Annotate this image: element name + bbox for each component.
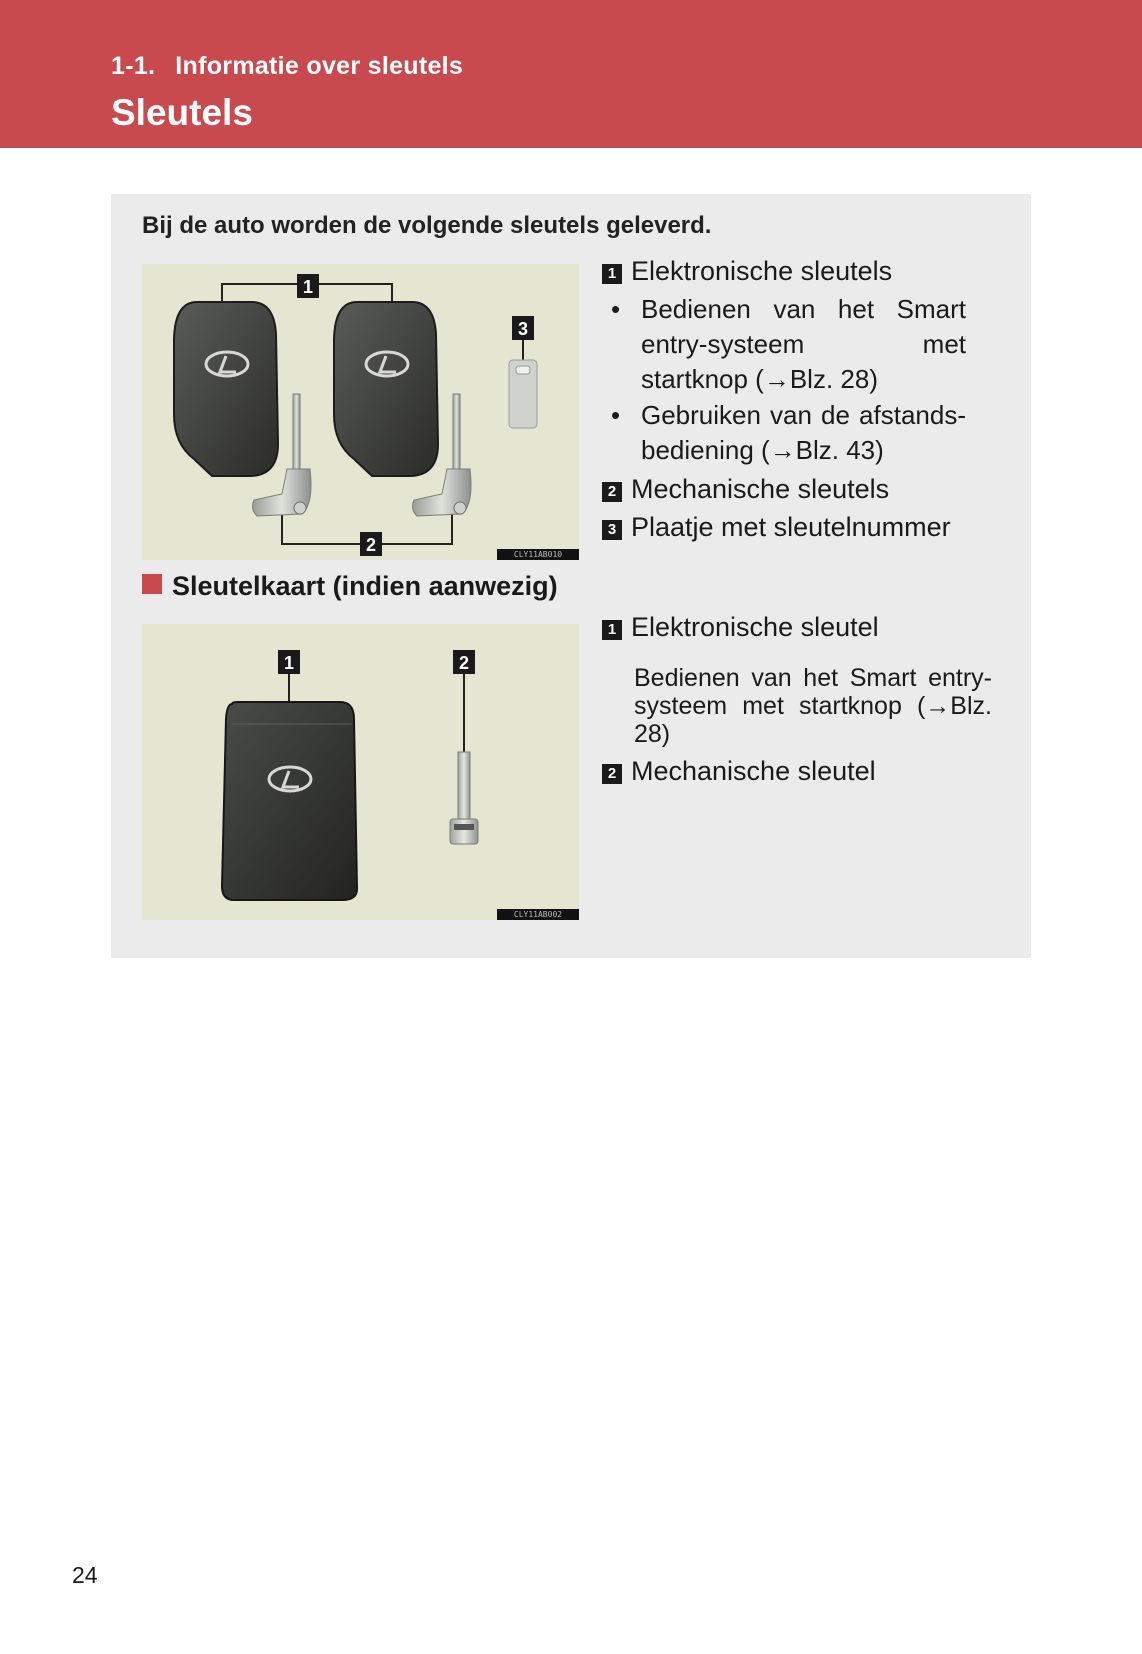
list-item-mechanical-keys <box>602 474 889 505</box>
list-item-label: Plaatje met sleutelnummer <box>631 512 951 542</box>
list-item-label: Elektronische sleutels <box>631 256 893 286</box>
number-badge: 1 <box>602 620 622 640</box>
smart-key-right <box>334 302 438 476</box>
subheading-text: Sleutelkaart (indien aanwezig) <box>172 571 558 601</box>
chapter-header <box>0 0 1142 148</box>
number-badge: 2 <box>602 764 622 784</box>
number-badge: 2 <box>602 482 622 502</box>
list-item-mechanical-key <box>602 756 876 787</box>
key-number-plate <box>509 340 537 428</box>
card-key <box>222 702 357 900</box>
callout-2 <box>360 532 382 556</box>
svg-text:1: 1 <box>283 653 295 673</box>
bullet-text: Bedienen van het Smart entry-systeem met startknop (→Blz. 28) <box>641 294 966 394</box>
callout-1 <box>278 650 300 674</box>
card-key-drawing <box>142 624 579 920</box>
list-item-electronic-key <box>602 612 879 643</box>
page-number: 24 <box>72 1562 98 1588</box>
number-badge: 1 <box>602 264 622 284</box>
card-key-heading <box>142 571 558 602</box>
callout-3 <box>512 316 534 340</box>
page-title: Sleutels <box>111 92 253 133</box>
bullet-smart-entry <box>611 292 966 397</box>
keys-drawing <box>142 264 579 560</box>
number-badge: 3 <box>602 520 622 540</box>
content-panel <box>111 194 1031 958</box>
list-item-electronic-keys <box>602 256 892 287</box>
list-item-label: Mechanische sleutel <box>631 756 876 786</box>
smart-key-left <box>174 302 278 476</box>
section-title: Informatie over sleutels <box>175 52 464 80</box>
figure-code: CLY11AB010 <box>497 549 579 560</box>
callout-1 <box>297 274 319 298</box>
square-marker-icon <box>142 574 162 594</box>
mechanical-key <box>450 752 478 844</box>
svg-text:2: 2 <box>458 653 470 673</box>
svg-text:1: 1 <box>302 277 314 297</box>
section-number: 1-1. <box>111 52 156 80</box>
bullet-icon: • <box>611 400 621 430</box>
bullet-icon: • <box>611 294 621 324</box>
callout-2 <box>453 650 475 674</box>
figure-code: CLY11AB002 <box>497 909 579 920</box>
list-item-key-number-plate <box>602 512 951 543</box>
bullet-text: Gebruiken van de afstands-bediening (→Blz. 43) <box>641 400 966 465</box>
list-item-label: Mechanische sleutels <box>631 474 890 504</box>
electronic-key-description: Bedienen van het Smart entry-systeem met startknop (→Blz. 28) <box>634 664 992 748</box>
card-key-illustration <box>142 624 579 920</box>
svg-text:2: 2 <box>365 535 377 555</box>
keys-illustration <box>142 264 579 560</box>
svg-text:3: 3 <box>517 319 529 339</box>
list-item-label: Elektronische sleutel <box>631 612 879 642</box>
section-heading <box>111 52 463 81</box>
bullet-remote-control <box>611 398 966 468</box>
intro-text: Bij de auto worden de volgende sleutels geleverd. <box>142 212 712 239</box>
